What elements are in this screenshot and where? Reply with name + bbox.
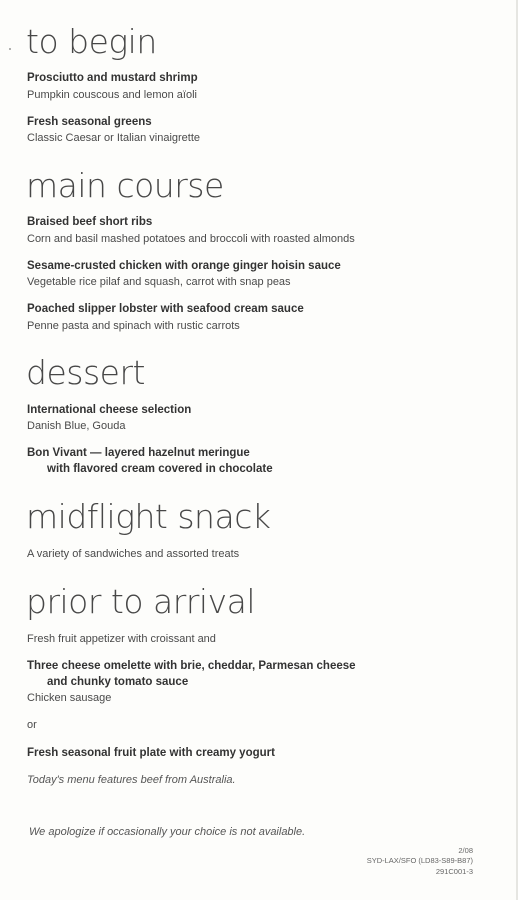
arrival-intro: Fresh fruit appetizer with croissant and xyxy=(27,633,216,645)
dish-name: Fresh seasonal greens xyxy=(27,116,152,128)
section-title-prior-to-arrival: prior to arrival xyxy=(26,582,255,621)
dish-description: Vegetable rice pilaf and squash, carrot with snap peas xyxy=(27,276,291,288)
section-title-main-course: main course xyxy=(26,166,224,205)
dish-description: Corn and basil mashed potatoes and broccoli with roasted almonds xyxy=(27,233,355,245)
dish-name: Bon Vivant — layered hazelnut meringue xyxy=(27,447,250,459)
section-title-midflight-snack: midflight snack xyxy=(26,497,271,536)
dish-name: Prosciutto and mustard shrimp xyxy=(27,72,198,84)
footer-menu-code: 291C001-3 xyxy=(435,867,473,876)
dish-description: Penne pasta and spinach with rustic carrots xyxy=(27,320,240,332)
dish-name-continued: with flavored cream covered in chocolate xyxy=(47,463,273,475)
dish-name: Fresh seasonal fruit plate with creamy yogurt xyxy=(27,747,275,759)
footer-date-code: 2/08 xyxy=(458,846,473,855)
dish-description: Pumpkin couscous and lemon aïoli xyxy=(27,89,197,101)
apology-note: We apologize if occasionally your choice is not available. xyxy=(29,826,306,838)
beef-origin-note: Today's menu features beef from Australia. xyxy=(27,774,236,786)
or-separator: or xyxy=(27,719,37,731)
dish-description: Classic Caesar or Italian vinaigrette xyxy=(27,132,201,144)
dish-name: Three cheese omelette with brie, cheddar, Parmesan cheese xyxy=(27,660,356,672)
section-title-dessert: dessert xyxy=(26,353,145,392)
dish-name-continued: and chunky tomato sauce xyxy=(47,676,189,688)
dish-name: Poached slipper lobster with seafood cream sauce xyxy=(27,303,304,315)
dish-name: International cheese selection xyxy=(27,404,192,416)
dish-name: Sesame-crusted chicken with orange ginger hoisin sauce xyxy=(27,260,341,272)
footer-route-code: SYD-LAX/SFO (LD83-S89-B87) xyxy=(366,856,473,865)
dish-description: Chicken sausage xyxy=(27,692,112,704)
dish-description: Danish Blue, Gouda xyxy=(27,420,126,432)
section-title-to-begin: to begin xyxy=(26,22,157,61)
dish-name: Braised beef short ribs xyxy=(27,216,153,228)
paper-speck xyxy=(9,48,11,50)
snack-description: A variety of sandwiches and assorted treats xyxy=(27,548,240,560)
